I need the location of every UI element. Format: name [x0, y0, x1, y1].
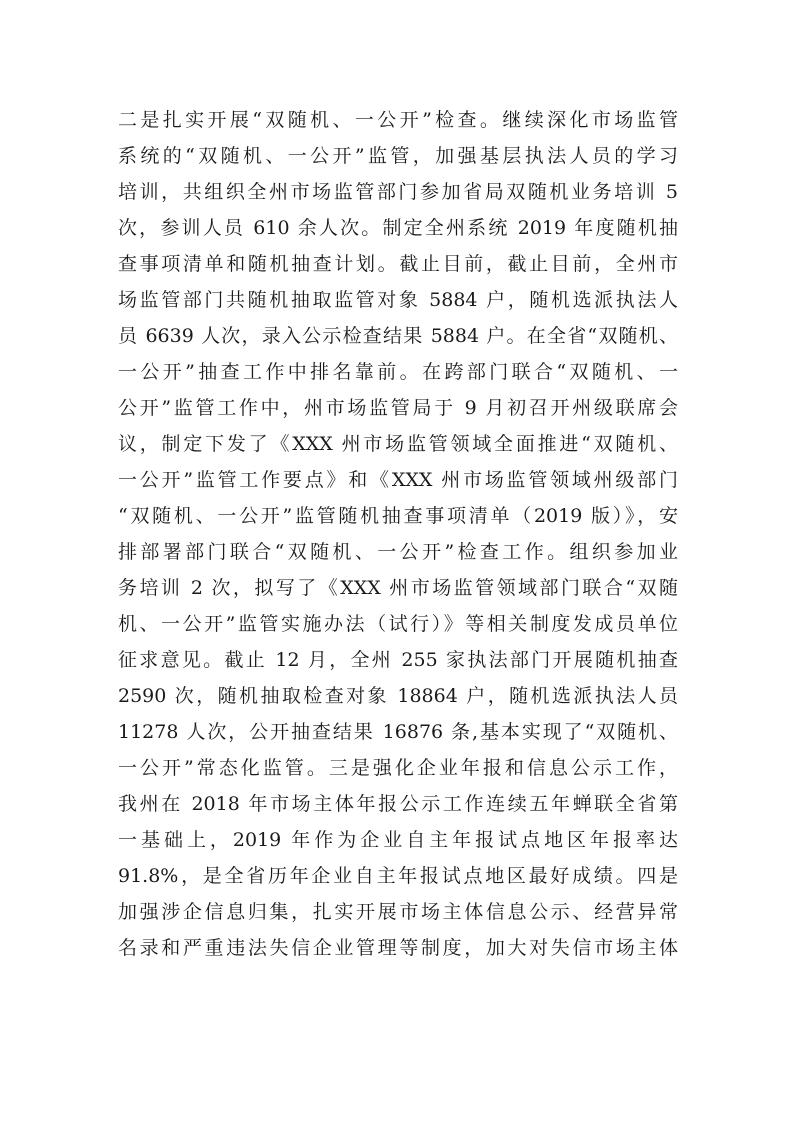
text-line: 务培训 2 次，拟写了《XXX 州市场监管领域部门联合“双随 [118, 577, 678, 599]
text-line: 加强涉企信息归集，扎实开展市场主体信息公示、经营异常 [118, 901, 678, 923]
text-line: 征求意见。截止 12 月，全州 255 家执法部门开展随机抽查 [118, 649, 678, 671]
text-line: 我州在 2018 年市场主体年报公示工作连续五年蝉联全省第 [118, 793, 678, 815]
text-line: 场监管部门共随机抽取监管对象 5884 户，随机选派执法人 [118, 289, 678, 311]
text-line: 公开”监管工作中，州市场监管局于 9 月初召开州级联席会 [118, 397, 678, 419]
text-line: 次，参训人员 610 余人次。制定全州系统 2019 年度随机抽 [118, 217, 678, 239]
text-line: 员 6639 人次，录入公示检查结果 5884 户。在全省“双随机、 [118, 325, 678, 347]
text-line: 二是扎实开展“双随机、一公开”检查。继续深化市场监管 [118, 109, 678, 131]
text-line: 系统的“双随机、一公开”监管，加强基层执法人员的学习 [118, 145, 678, 167]
text-line: 名录和严重违法失信企业管理等制度，加大对失信市场主体 [118, 937, 678, 959]
text-line: 机、一公开”监管实施办法（试行）》等相关制度发成员单位 [118, 613, 678, 635]
text-line: “双随机、一公开”监管随机抽查事项清单（2019 版）》，安 [118, 505, 678, 527]
text-line: 一公开”常态化监管。三是强化企业年报和信息公示工作， [118, 757, 678, 779]
text-line: 排部署部门联合“双随机、一公开”检查工作。组织参加业 [118, 541, 678, 563]
text-line: 一基础上，2019 年作为企业自主年报试点地区年报率达 [118, 829, 678, 851]
text-line: 2590 次，随机抽取检查对象 18864 户，随机选派执法人员 [118, 685, 678, 707]
text-line: 一公开”抽查工作中排名靠前。在跨部门联合“双随机、一 [118, 361, 678, 383]
text-line: 议，制定下发了《XXX 州市场监管领域全面推进“双随机、 [118, 433, 678, 455]
text-line: 一公开”监管工作要点》和《XXX 州市场监管领域州级部门 [118, 469, 678, 491]
body-paragraph [118, 102, 678, 966]
text-line: 培训，共组织全州市场监管部门参加省局双随机业务培训 5 [118, 181, 678, 203]
text-line: 91.8%，是全省历年企业自主年报试点地区最好成绩。四是 [118, 865, 678, 887]
text-line: 查事项清单和随机抽查计划。截止目前，截止目前，全州市 [118, 253, 678, 275]
text-line: 11278 人次，公开抽查结果 16876 条,基本实现了“双随机、 [118, 721, 678, 743]
